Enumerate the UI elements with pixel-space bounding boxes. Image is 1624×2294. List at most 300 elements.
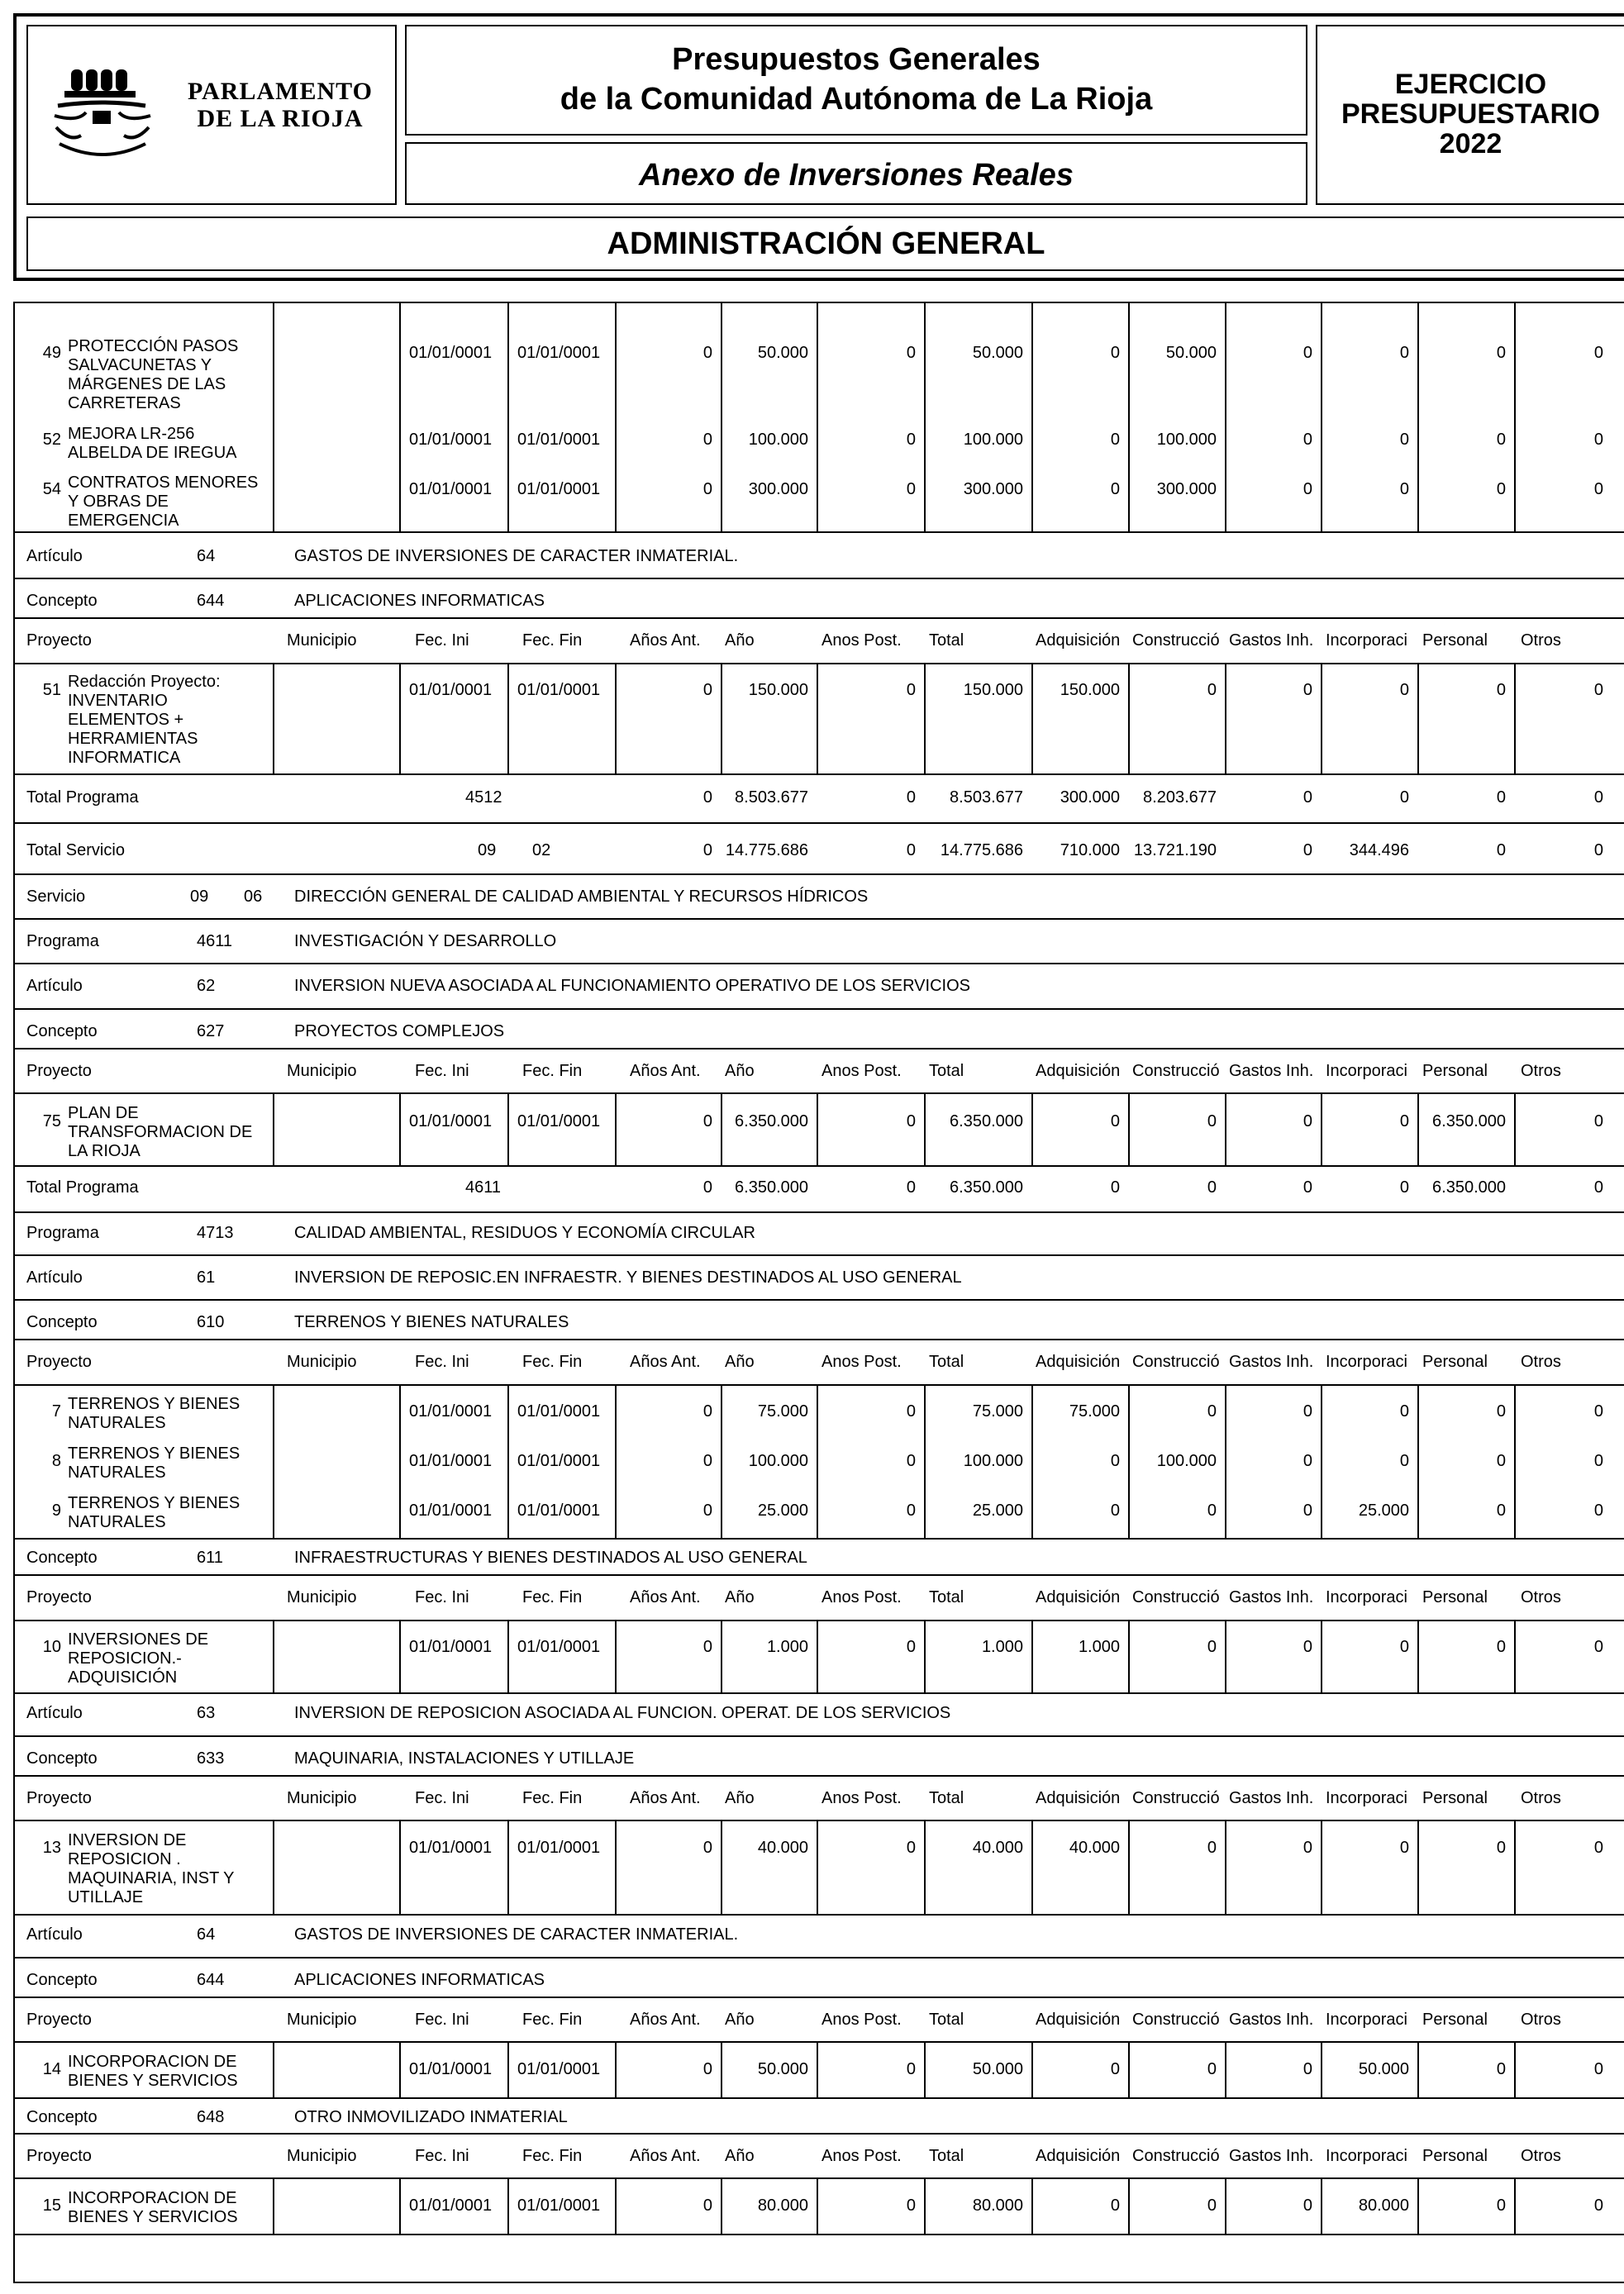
project-value: 0 bbox=[702, 1502, 712, 1520]
project-value: 0 bbox=[1303, 1112, 1312, 1130]
col-header-ano: Año bbox=[725, 1353, 755, 1371]
project-value: 6.350.000 bbox=[1432, 1112, 1506, 1130]
project-value: 0 bbox=[702, 1638, 712, 1656]
column-divider bbox=[1225, 1821, 1226, 1914]
col-header-incorporacion: Incorporaci bbox=[1326, 1789, 1407, 1807]
col-header-gastos-inh: Gastos Inh. bbox=[1229, 2011, 1314, 2029]
project-value: 0 bbox=[1303, 344, 1312, 362]
servicio-code: 09 bbox=[190, 888, 209, 906]
programa-label: Programa bbox=[26, 932, 99, 950]
project-value: 0 bbox=[906, 1112, 916, 1130]
project-value: 1.000 bbox=[766, 1638, 808, 1656]
total-label: Total Programa bbox=[26, 788, 139, 807]
project-description: Redacción Proyecto: INVENTARIO ELEMENTOS + HERRAMIENTAS INFORMATICA bbox=[68, 673, 221, 767]
row-divider bbox=[13, 578, 1624, 579]
project-end-date: 01/01/0001 bbox=[517, 1452, 601, 1470]
project-value: 0 bbox=[1593, 2196, 1603, 2215]
total-value: 8.203.677 bbox=[1143, 788, 1217, 807]
project-value: 100.000 bbox=[963, 1452, 1023, 1470]
project-end-date: 01/01/0001 bbox=[517, 1112, 601, 1130]
column-divider bbox=[399, 1821, 401, 1914]
col-header-otros: Otros bbox=[1521, 1789, 1561, 1807]
total-value: 0 bbox=[906, 1178, 916, 1197]
project-value: 0 bbox=[1207, 1402, 1217, 1421]
column-divider bbox=[507, 2043, 509, 2097]
project-value: 25.000 bbox=[757, 1502, 808, 1520]
col-header-municipio: Municipio bbox=[287, 1789, 357, 1807]
col-header-proyecto: Proyecto bbox=[26, 1062, 92, 1080]
project-value: 0 bbox=[1207, 2060, 1217, 2078]
project-value: 0 bbox=[1110, 480, 1120, 498]
col-header-total: Total bbox=[929, 1062, 964, 1080]
project-value: 0 bbox=[1496, 1839, 1506, 1857]
project-value: 0 bbox=[1207, 1839, 1217, 1857]
column-divider bbox=[507, 303, 509, 531]
project-value: 0 bbox=[1207, 2196, 1217, 2215]
col-header-fec-ini: Fec. Ini bbox=[415, 1062, 469, 1080]
servicio-code-2: 06 bbox=[244, 888, 263, 906]
project-end-date: 01/01/0001 bbox=[517, 431, 601, 449]
total-value: 0 bbox=[1303, 1178, 1312, 1197]
project-description: TERRENOS Y BIENES NATURALES bbox=[68, 1444, 241, 1482]
col-header-personal: Personal bbox=[1422, 631, 1488, 650]
total-value: 13.721.190 bbox=[1133, 841, 1217, 859]
column-divider bbox=[1321, 1621, 1322, 1692]
column-divider bbox=[273, 1621, 274, 1692]
col-header-adquisicion: Adquisición bbox=[1036, 1353, 1121, 1371]
column-divider bbox=[1225, 1621, 1226, 1692]
column-divider bbox=[924, 1621, 926, 1692]
project-value: 1.000 bbox=[1078, 1638, 1120, 1656]
col-header-total: Total bbox=[929, 1588, 964, 1606]
project-number: 8 bbox=[51, 1452, 61, 1470]
col-header-construccion: Construcció bbox=[1132, 1353, 1220, 1371]
col-header-otros: Otros bbox=[1521, 1062, 1561, 1080]
total-value: 0 bbox=[1303, 788, 1312, 807]
col-header-fec-ini: Fec. Ini bbox=[415, 631, 469, 650]
column-divider bbox=[507, 1094, 509, 1165]
concepto-label: Concepto bbox=[26, 1022, 98, 1040]
concepto-description: TERRENOS Y BIENES NATURALES bbox=[294, 1313, 569, 1331]
programa-code: 4611 bbox=[197, 932, 233, 950]
column-divider bbox=[273, 2043, 274, 2097]
project-start-date: 01/01/0001 bbox=[409, 1452, 493, 1470]
subtitle: Anexo de Inversiones Reales bbox=[639, 158, 1074, 193]
project-value: 150.000 bbox=[1060, 681, 1120, 699]
col-header-fec-fin: Fec. Fin bbox=[522, 1353, 583, 1371]
project-value: 0 bbox=[906, 1839, 916, 1857]
col-header-personal: Personal bbox=[1422, 2147, 1488, 2165]
project-value: 0 bbox=[702, 1112, 712, 1130]
col-header-fec-fin: Fec. Fin bbox=[522, 2011, 583, 2029]
articulo-label: Artículo bbox=[26, 1268, 83, 1287]
project-value: 0 bbox=[1207, 1112, 1217, 1130]
col-header-anos-post: Anos Post. bbox=[822, 1353, 902, 1371]
total-value: 0 bbox=[1496, 841, 1506, 859]
project-value: 40.000 bbox=[1069, 1839, 1120, 1857]
col-header-adquisicion: Adquisición bbox=[1036, 2147, 1121, 2165]
row-divider bbox=[13, 1048, 1624, 1049]
programa-description: CALIDAD AMBIENTAL, RESIDUOS Y ECONOMÍA CIRCULAR bbox=[294, 1224, 755, 1242]
concepto-label: Concepto bbox=[26, 1749, 98, 1768]
col-header-gastos-inh: Gastos Inh. bbox=[1229, 1789, 1314, 1807]
total-value: 0 bbox=[1303, 841, 1312, 859]
col-header-personal: Personal bbox=[1422, 2011, 1488, 2029]
concepto-code: 610 bbox=[197, 1313, 225, 1331]
project-value: 0 bbox=[1593, 1502, 1603, 1520]
col-header-incorporacion: Incorporaci bbox=[1326, 1353, 1407, 1371]
total-value: 0 bbox=[1593, 788, 1603, 807]
concepto-code: 648 bbox=[197, 2108, 225, 2126]
articulo-label: Artículo bbox=[26, 1704, 83, 1722]
project-number: 52 bbox=[42, 431, 61, 449]
row-divider bbox=[13, 1299, 1624, 1301]
project-start-date: 01/01/0001 bbox=[409, 480, 493, 498]
column-divider bbox=[273, 303, 274, 531]
col-header-anos-ant: Años Ant. bbox=[630, 2147, 701, 2165]
articulo-code: 61 bbox=[197, 1268, 216, 1287]
project-start-date: 01/01/0001 bbox=[409, 431, 493, 449]
ejercicio-year: 2022 bbox=[1439, 128, 1503, 159]
col-header-otros: Otros bbox=[1521, 2011, 1561, 2029]
concepto-label: Concepto bbox=[26, 1549, 98, 1567]
logo-line-1: PARLAMENTO bbox=[188, 78, 373, 105]
col-header-ano: Año bbox=[725, 1062, 755, 1080]
column-divider bbox=[273, 2179, 274, 2234]
col-header-municipio: Municipio bbox=[287, 2011, 357, 2029]
col-header-anos-ant: Años Ant. bbox=[630, 2011, 701, 2029]
row-divider bbox=[13, 918, 1624, 920]
project-value: 0 bbox=[1399, 1112, 1409, 1130]
project-start-date: 01/01/0001 bbox=[409, 2060, 493, 2078]
project-value: 0 bbox=[1399, 344, 1409, 362]
column-divider bbox=[399, 664, 401, 773]
concepto-description: MAQUINARIA, INSTALACIONES Y UTILLAJE bbox=[294, 1749, 635, 1768]
project-number: 7 bbox=[51, 1402, 61, 1421]
concepto-label: Concepto bbox=[26, 2108, 98, 2126]
col-header-construccion: Construcció bbox=[1132, 2147, 1220, 2165]
row-divider bbox=[13, 1997, 1624, 1998]
project-value: 1.000 bbox=[981, 1638, 1023, 1656]
total-value: 0 bbox=[906, 841, 916, 859]
articulo-code: 62 bbox=[197, 977, 216, 995]
project-value: 0 bbox=[1593, 1638, 1603, 1656]
project-end-date: 01/01/0001 bbox=[517, 344, 601, 362]
project-value: 40.000 bbox=[972, 1839, 1023, 1857]
project-value: 75.000 bbox=[757, 1402, 808, 1421]
project-value: 0 bbox=[906, 1452, 916, 1470]
col-header-municipio: Municipio bbox=[287, 2147, 357, 2165]
project-number: 9 bbox=[51, 1502, 61, 1520]
col-header-fec-ini: Fec. Ini bbox=[415, 1353, 469, 1371]
project-value: 0 bbox=[702, 1402, 712, 1421]
project-value: 25.000 bbox=[1358, 1502, 1409, 1520]
project-value: 75.000 bbox=[1069, 1402, 1120, 1421]
column-divider bbox=[273, 1821, 274, 1914]
column-divider bbox=[507, 2179, 509, 2234]
column-divider bbox=[1417, 1621, 1419, 1692]
project-value: 150.000 bbox=[963, 681, 1023, 699]
column-divider bbox=[721, 1821, 722, 1914]
project-value: 300.000 bbox=[1156, 480, 1217, 498]
row-divider bbox=[13, 873, 1624, 875]
project-value: 0 bbox=[1399, 1452, 1409, 1470]
col-header-anos-post: Anos Post. bbox=[822, 2011, 902, 2029]
project-value: 0 bbox=[1593, 344, 1603, 362]
col-header-incorporacion: Incorporaci bbox=[1326, 2011, 1407, 2029]
project-start-date: 01/01/0001 bbox=[409, 1638, 493, 1656]
col-header-municipio: Municipio bbox=[287, 1588, 357, 1606]
col-header-gastos-inh: Gastos Inh. bbox=[1229, 2147, 1314, 2165]
project-description: INVERSIONES DE REPOSICION.- ADQUISICIÓN bbox=[68, 1630, 209, 1687]
column-divider bbox=[1128, 1621, 1130, 1692]
project-value: 100.000 bbox=[1156, 431, 1217, 449]
ejercicio-line-1: EJERCICIO bbox=[1394, 69, 1547, 100]
total-value: 8.503.677 bbox=[950, 788, 1023, 807]
col-header-anos-post: Anos Post. bbox=[822, 1789, 902, 1807]
total-code: 4611 bbox=[465, 1178, 502, 1197]
col-header-anos-post: Anos Post. bbox=[822, 631, 902, 650]
project-value: 0 bbox=[1399, 1402, 1409, 1421]
column-divider bbox=[273, 1386, 274, 1538]
column-divider bbox=[507, 664, 509, 773]
total-value: 0 bbox=[702, 841, 712, 859]
total-value: 14.775.686 bbox=[725, 841, 808, 859]
col-header-proyecto: Proyecto bbox=[26, 2147, 92, 2165]
total-value: 0 bbox=[1207, 1178, 1217, 1197]
project-value: 0 bbox=[1593, 2060, 1603, 2078]
column-divider bbox=[399, 1094, 401, 1165]
project-start-date: 01/01/0001 bbox=[409, 344, 493, 362]
column-divider bbox=[273, 664, 274, 773]
project-value: 0 bbox=[1399, 681, 1409, 699]
project-value: 50.000 bbox=[1358, 2060, 1409, 2078]
column-divider bbox=[399, 2043, 401, 2097]
total-value: 0 bbox=[702, 788, 712, 807]
articulo-description: INVERSION NUEVA ASOCIADA AL FUNCIONAMIENTO OPERATIVO DE LOS SERVICIOS bbox=[294, 977, 970, 995]
column-divider bbox=[507, 1386, 509, 1538]
project-value: 80.000 bbox=[972, 2196, 1023, 2215]
column-divider bbox=[817, 1621, 818, 1692]
col-header-incorporacion: Incorporaci bbox=[1326, 631, 1407, 650]
col-header-construccion: Construcció bbox=[1132, 1588, 1220, 1606]
project-value: 100.000 bbox=[748, 431, 808, 449]
project-value: 0 bbox=[1399, 1839, 1409, 1857]
concepto-description: APLICACIONES INFORMATICAS bbox=[294, 1971, 545, 1989]
col-header-fec-fin: Fec. Fin bbox=[522, 2147, 583, 2165]
col-header-municipio: Municipio bbox=[287, 631, 357, 650]
col-header-construccion: Construcció bbox=[1132, 631, 1220, 650]
total-value: 710.000 bbox=[1060, 841, 1120, 859]
project-end-date: 01/01/0001 bbox=[517, 681, 601, 699]
column-divider bbox=[507, 1621, 509, 1692]
servicio-description: DIRECCIÓN GENERAL DE CALIDAD AMBIENTAL Y RECURSOS HÍDRICOS bbox=[294, 888, 869, 906]
total-code: 09 bbox=[478, 841, 497, 859]
project-value: 0 bbox=[1496, 681, 1506, 699]
col-header-total: Total bbox=[929, 1789, 964, 1807]
project-value: 50.000 bbox=[757, 2060, 808, 2078]
col-header-ano: Año bbox=[725, 1588, 755, 1606]
concepto-description: INFRAESTRUCTURAS Y BIENES DESTINADOS AL USO GENERAL bbox=[294, 1549, 807, 1567]
column-divider bbox=[1321, 1821, 1322, 1914]
col-header-anos-post: Anos Post. bbox=[822, 1062, 902, 1080]
project-value: 0 bbox=[702, 681, 712, 699]
concepto-label: Concepto bbox=[26, 1313, 98, 1331]
total-value: 8.503.677 bbox=[735, 788, 808, 807]
col-header-total: Total bbox=[929, 2147, 964, 2165]
project-value: 0 bbox=[1303, 2196, 1312, 2215]
project-description: CONTRATOS MENORES Y OBRAS DE EMERGENCIA bbox=[68, 474, 259, 530]
programa-label: Programa bbox=[26, 1224, 99, 1242]
concepto-label: Concepto bbox=[26, 1971, 98, 1989]
col-header-municipio: Municipio bbox=[287, 1062, 357, 1080]
project-value: 0 bbox=[1593, 480, 1603, 498]
programa-description: INVESTIGACIÓN Y DESARROLLO bbox=[294, 932, 557, 950]
column-divider bbox=[615, 1821, 617, 1914]
col-header-ano: Año bbox=[725, 2011, 755, 2029]
col-header-anos-ant: Años Ant. bbox=[630, 631, 701, 650]
project-description: INCORPORACION DE BIENES Y SERVICIOS bbox=[68, 2053, 238, 2090]
project-value: 0 bbox=[906, 2196, 916, 2215]
col-header-proyecto: Proyecto bbox=[26, 1789, 92, 1807]
project-start-date: 01/01/0001 bbox=[409, 2196, 493, 2215]
col-header-fec-ini: Fec. Ini bbox=[415, 2147, 469, 2165]
project-description: PLAN DE TRANSFORMACION DE LA RIOJA bbox=[68, 1104, 253, 1160]
project-value: 0 bbox=[906, 1638, 916, 1656]
project-value: 0 bbox=[1496, 344, 1506, 362]
project-value: 0 bbox=[906, 480, 916, 498]
project-description: TERRENOS Y BIENES NATURALES bbox=[68, 1494, 241, 1531]
project-value: 0 bbox=[1496, 2060, 1506, 2078]
project-value: 0 bbox=[1496, 2196, 1506, 2215]
total-code: 4512 bbox=[465, 788, 502, 807]
total-value: 300.000 bbox=[1060, 788, 1120, 807]
project-value: 0 bbox=[1593, 1402, 1603, 1421]
project-value: 0 bbox=[1593, 1452, 1603, 1470]
project-value: 0 bbox=[702, 2196, 712, 2215]
project-value: 0 bbox=[906, 1502, 916, 1520]
project-value: 100.000 bbox=[1156, 1452, 1217, 1470]
row-divider bbox=[13, 1574, 1624, 1576]
column-divider bbox=[273, 1094, 274, 1165]
project-value: 0 bbox=[702, 480, 712, 498]
project-end-date: 01/01/0001 bbox=[517, 1502, 601, 1520]
project-value: 0 bbox=[702, 344, 712, 362]
project-value: 0 bbox=[906, 344, 916, 362]
col-header-incorporacion: Incorporaci bbox=[1326, 2147, 1407, 2165]
col-header-gastos-inh: Gastos Inh. bbox=[1229, 631, 1314, 650]
total-value: 0 bbox=[1593, 841, 1603, 859]
project-value: 0 bbox=[1303, 681, 1312, 699]
project-value: 25.000 bbox=[972, 1502, 1023, 1520]
total-value: 0 bbox=[1593, 1178, 1603, 1197]
project-value: 0 bbox=[1496, 1502, 1506, 1520]
col-header-personal: Personal bbox=[1422, 1062, 1488, 1080]
total-label: Total Servicio bbox=[26, 841, 125, 859]
project-value: 0 bbox=[1496, 431, 1506, 449]
project-description: PROTECCIÓN PASOS SALVACUNETAS Y MÁRGENES DE LAS CARRETERAS bbox=[68, 337, 239, 412]
project-number: 10 bbox=[42, 1638, 61, 1656]
col-header-personal: Personal bbox=[1422, 1353, 1488, 1371]
project-value: 40.000 bbox=[757, 1839, 808, 1857]
col-header-personal: Personal bbox=[1422, 1588, 1488, 1606]
row-divider bbox=[13, 1775, 1624, 1777]
articulo-code: 64 bbox=[197, 1925, 216, 1944]
col-header-personal: Personal bbox=[1422, 1789, 1488, 1807]
concepto-description: APLICACIONES INFORMATICAS bbox=[294, 592, 545, 610]
articulo-description: INVERSION DE REPOSIC.EN INFRAESTR. Y BIENES DESTINADOS AL USO GENERAL bbox=[294, 1268, 962, 1287]
project-value: 0 bbox=[1110, 1502, 1120, 1520]
total-value: 344.496 bbox=[1349, 841, 1409, 859]
col-header-proyecto: Proyecto bbox=[26, 631, 92, 650]
col-header-construccion: Construcció bbox=[1132, 1062, 1220, 1080]
col-header-proyecto: Proyecto bbox=[26, 1588, 92, 1606]
col-header-proyecto: Proyecto bbox=[26, 2011, 92, 2029]
title-line-2: de la Comunidad Autónoma de La Rioja bbox=[560, 82, 1153, 117]
project-value: 0 bbox=[1207, 1502, 1217, 1520]
col-header-fec-ini: Fec. Ini bbox=[415, 1789, 469, 1807]
total-value: 0 bbox=[906, 788, 916, 807]
column-divider bbox=[817, 1821, 818, 1914]
project-start-date: 01/01/0001 bbox=[409, 1839, 493, 1857]
project-start-date: 01/01/0001 bbox=[409, 681, 493, 699]
col-header-adquisicion: Adquisición bbox=[1036, 2011, 1121, 2029]
articulo-description: INVERSION DE REPOSICION ASOCIADA AL FUNCION. OPERAT. DE LOS SERVICIOS bbox=[294, 1704, 951, 1722]
project-value: 50.000 bbox=[972, 2060, 1023, 2078]
col-header-adquisicion: Adquisición bbox=[1036, 1062, 1121, 1080]
project-value: 0 bbox=[1303, 1638, 1312, 1656]
total-value: 6.350.000 bbox=[1432, 1178, 1506, 1197]
project-value: 50.000 bbox=[1165, 344, 1217, 362]
column-divider bbox=[1031, 1621, 1033, 1692]
project-value: 0 bbox=[1207, 1638, 1217, 1656]
project-end-date: 01/01/0001 bbox=[517, 2060, 601, 2078]
column-divider bbox=[399, 1386, 401, 1538]
project-end-date: 01/01/0001 bbox=[517, 1402, 601, 1421]
col-header-anos-post: Anos Post. bbox=[822, 1588, 902, 1606]
col-header-adquisicion: Adquisición bbox=[1036, 1789, 1121, 1807]
project-end-date: 01/01/0001 bbox=[517, 1839, 601, 1857]
col-header-proyecto: Proyecto bbox=[26, 1353, 92, 1371]
row-divider bbox=[13, 822, 1624, 824]
project-value: 0 bbox=[1110, 344, 1120, 362]
column-divider bbox=[721, 1621, 722, 1692]
project-number: 14 bbox=[42, 2060, 61, 2078]
project-value: 0 bbox=[1593, 431, 1603, 449]
project-value: 0 bbox=[1399, 431, 1409, 449]
project-value: 0 bbox=[1593, 1839, 1603, 1857]
articulo-description: GASTOS DE INVERSIONES DE CARACTER INMATERIAL. bbox=[294, 547, 739, 565]
row-divider bbox=[13, 1008, 1624, 1010]
project-value: 0 bbox=[1110, 431, 1120, 449]
col-header-fec-ini: Fec. Ini bbox=[415, 1588, 469, 1606]
col-header-otros: Otros bbox=[1521, 1588, 1561, 1606]
total-code-2: 02 bbox=[532, 841, 551, 859]
project-value: 100.000 bbox=[748, 1452, 808, 1470]
col-header-anos-ant: Años Ant. bbox=[630, 1789, 701, 1807]
total-value: 6.350.000 bbox=[950, 1178, 1023, 1197]
project-number: 13 bbox=[42, 1839, 61, 1857]
articulo-code: 64 bbox=[197, 547, 216, 565]
project-description: INCORPORACION DE BIENES Y SERVICIOS bbox=[68, 2189, 238, 2226]
title-line-1: Presupuestos Generales bbox=[672, 42, 1041, 77]
col-header-ano: Año bbox=[725, 2147, 755, 2165]
project-end-date: 01/01/0001 bbox=[517, 1638, 601, 1656]
project-value: 0 bbox=[1303, 1452, 1312, 1470]
total-value: 6.350.000 bbox=[735, 1178, 808, 1197]
col-header-gastos-inh: Gastos Inh. bbox=[1229, 1062, 1314, 1080]
column-divider bbox=[1031, 1821, 1033, 1914]
